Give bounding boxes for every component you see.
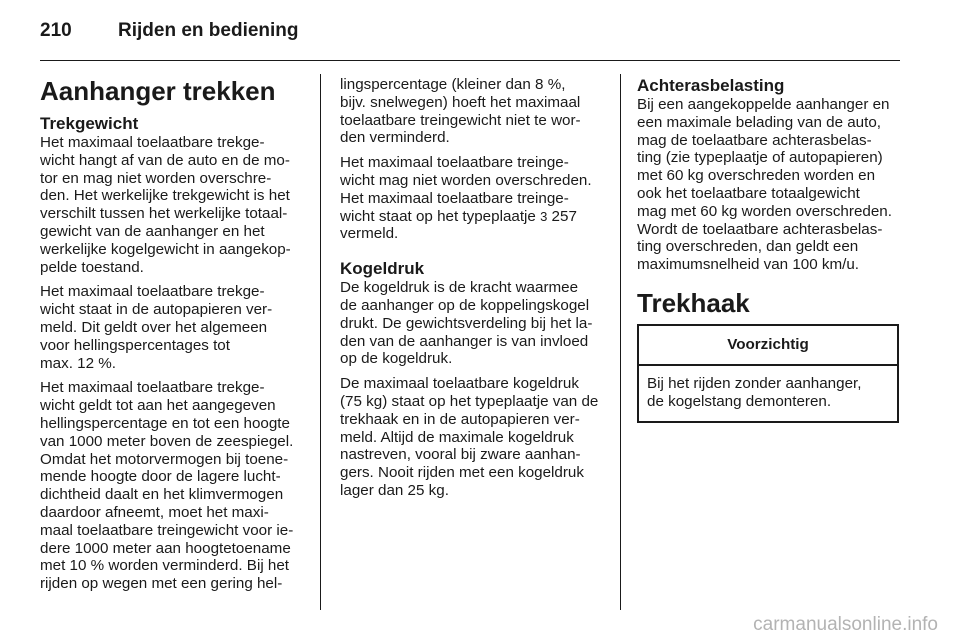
trekgewicht-paragraph-2 <box>40 283 312 372</box>
achterasbelasting-heading: Achterasbelasting <box>637 76 785 95</box>
text-line: mag met 60 kg worden overschreden. <box>637 202 892 220</box>
text-line: werkelijke kogelgewicht in aangekop- <box>40 240 291 258</box>
text-line: meld. Altijd de maximale kogeldruk <box>340 428 574 446</box>
text-line: ook het toelaatbare totaalgewicht <box>637 184 860 202</box>
text-line: hellingspercentage en tot een hoogte <box>40 414 290 432</box>
text-line: toelaatbare treingewicht niet te wor- <box>340 111 581 129</box>
column-divider-right <box>620 74 621 610</box>
text-line: max. 12 %. <box>40 354 116 372</box>
text-line: pelde toestand. <box>40 258 144 276</box>
trekgewicht-paragraph-3 <box>40 379 312 593</box>
text-line: mende hoogte door de lagere lucht- <box>40 468 281 486</box>
text-line: nastreven, vooral bij zware aanhan- <box>340 446 581 464</box>
achterasbelasting-paragraph <box>637 96 901 274</box>
text-line: wicht hangt af van de auto en de mo- <box>40 151 290 169</box>
reference-text: wicht staat op het typeplaatje <box>340 207 541 225</box>
text-line: met 60 kg overschreden worden en <box>637 167 876 185</box>
text-line: meld. Dit geldt over het algemeen <box>40 318 268 336</box>
text-line: voor hellingspercentages tot <box>40 336 230 354</box>
text-line: den verminderd. <box>340 129 450 147</box>
page-reference-link[interactable]: 257 <box>547 207 577 225</box>
text-line: Omdat het motorvermogen bij toene- <box>40 450 289 468</box>
text-line: Het maximaal toelaatbare treinge- <box>340 189 569 207</box>
text-line: den van de aanhanger is van invloed <box>340 332 589 350</box>
chapter-title: Rijden en bediening <box>118 20 299 41</box>
page-reference-line <box>340 208 612 226</box>
text-line: een maximale belading van de auto, <box>637 113 882 131</box>
text-line: (75 kg) staat op het typeplaatje van de <box>340 392 599 410</box>
text-line: ting (zie typeplaatje of autopapieren) <box>637 149 883 167</box>
text-line: drukt. De gewichtsverdeling bij het la- <box>340 314 593 332</box>
text-line: Het maximaal toelaatbare trekge- <box>40 134 265 151</box>
watermark: carmanualsonline.info <box>753 614 938 635</box>
text-line: de aanhanger op de koppelingskogel <box>340 296 590 314</box>
text-line: Het maximaal toelaatbare treinge- <box>340 154 569 172</box>
caution-box <box>637 324 899 423</box>
text-line: lingspercentage (kleiner dan 8 %, <box>340 76 566 93</box>
text-line: den. Het werkelijke trekgewicht is het <box>40 187 290 205</box>
text-line: de kogelstang demonteren. <box>647 392 832 410</box>
text-line: Wordt de toelaatbare achterasbelas- <box>637 220 883 238</box>
text-line: Het maximaal toelaatbare trekge- <box>40 283 265 301</box>
text-line: van 1000 meter boven de zeespiegel. <box>40 432 294 450</box>
page-number: 210 <box>40 20 72 41</box>
text-line: met 10 % worden verminderd. Bij het <box>40 557 290 575</box>
text-line: De maximaal toelaatbare kogeldruk <box>340 375 579 393</box>
text-line: rijden op wegen met een gering hel- <box>40 575 283 593</box>
text-line: gers. Nooit rijden met een kogeldruk <box>340 464 584 482</box>
text-line: dichtheid daalt en het klimvermogen <box>40 486 284 504</box>
section-title: Aanhanger trekken <box>40 76 276 106</box>
text-line: maal toelaatbare treingewicht voor ie- <box>40 521 294 539</box>
trekhaak-title: Trekhaak <box>637 287 750 318</box>
text-line: De kogeldruk is de kracht waarmee <box>340 279 579 297</box>
column-1 <box>40 76 312 600</box>
text-line: Het maximaal toelaatbare trekge- <box>40 379 265 397</box>
trekgewicht-paragraph-1 <box>40 134 312 276</box>
text-line: maximumsnelheid van 100 km/u. <box>637 256 860 274</box>
text-line: verschilt tussen het werkelijke totaal- <box>40 205 288 223</box>
text-line: trekhaak en in de autopapieren ver- <box>340 410 580 428</box>
column-3 <box>637 76 901 423</box>
text-line: Bij het rijden zonder aanhanger, <box>647 374 862 392</box>
caution-title: Voorzichtig <box>639 326 897 366</box>
text-line: dere 1000 meter aan hoogtetoename <box>40 539 291 557</box>
kogeldruk-heading: Kogeldruk <box>340 259 425 279</box>
kogeldruk-paragraph-2 <box>340 375 612 500</box>
text-line: wicht staat in de autopapieren ver- <box>40 301 273 319</box>
text-line: wicht geldt tot aan het aangegeven <box>40 397 276 415</box>
col2-paragraph-2 <box>340 154 612 243</box>
column-2 <box>340 76 612 507</box>
column-divider-left <box>320 74 321 610</box>
trekgewicht-heading: Trekgewicht <box>40 114 139 133</box>
text-line: gewicht van de aanhanger en het <box>40 222 265 240</box>
text-line: tor en mag niet worden overschre- <box>40 169 272 187</box>
text-line: op de kogeldruk. <box>340 350 453 368</box>
text-line: Bij een aangekoppelde aanhanger en <box>637 96 890 113</box>
header-rule <box>40 60 900 61</box>
text-line: mag de toelaatbare achterasbelas- <box>637 131 872 149</box>
text-line: bijv. snelwegen) hoeft het maximaal <box>340 93 581 111</box>
text-line: vermeld. <box>340 225 399 243</box>
text-line: lager dan 25 kg. <box>340 481 449 499</box>
text-line: daardoor afneemt, moet het maxi- <box>40 503 269 521</box>
kogeldruk-paragraph-1 <box>340 279 612 368</box>
caution-body <box>639 366 897 421</box>
page-reference-arrow-icon: 3 <box>540 208 548 224</box>
text-line: wicht mag niet worden overschreden. <box>340 171 592 189</box>
text-line: ting overschreden, dan geldt een <box>637 238 859 256</box>
col2-paragraph-1 <box>340 76 612 147</box>
